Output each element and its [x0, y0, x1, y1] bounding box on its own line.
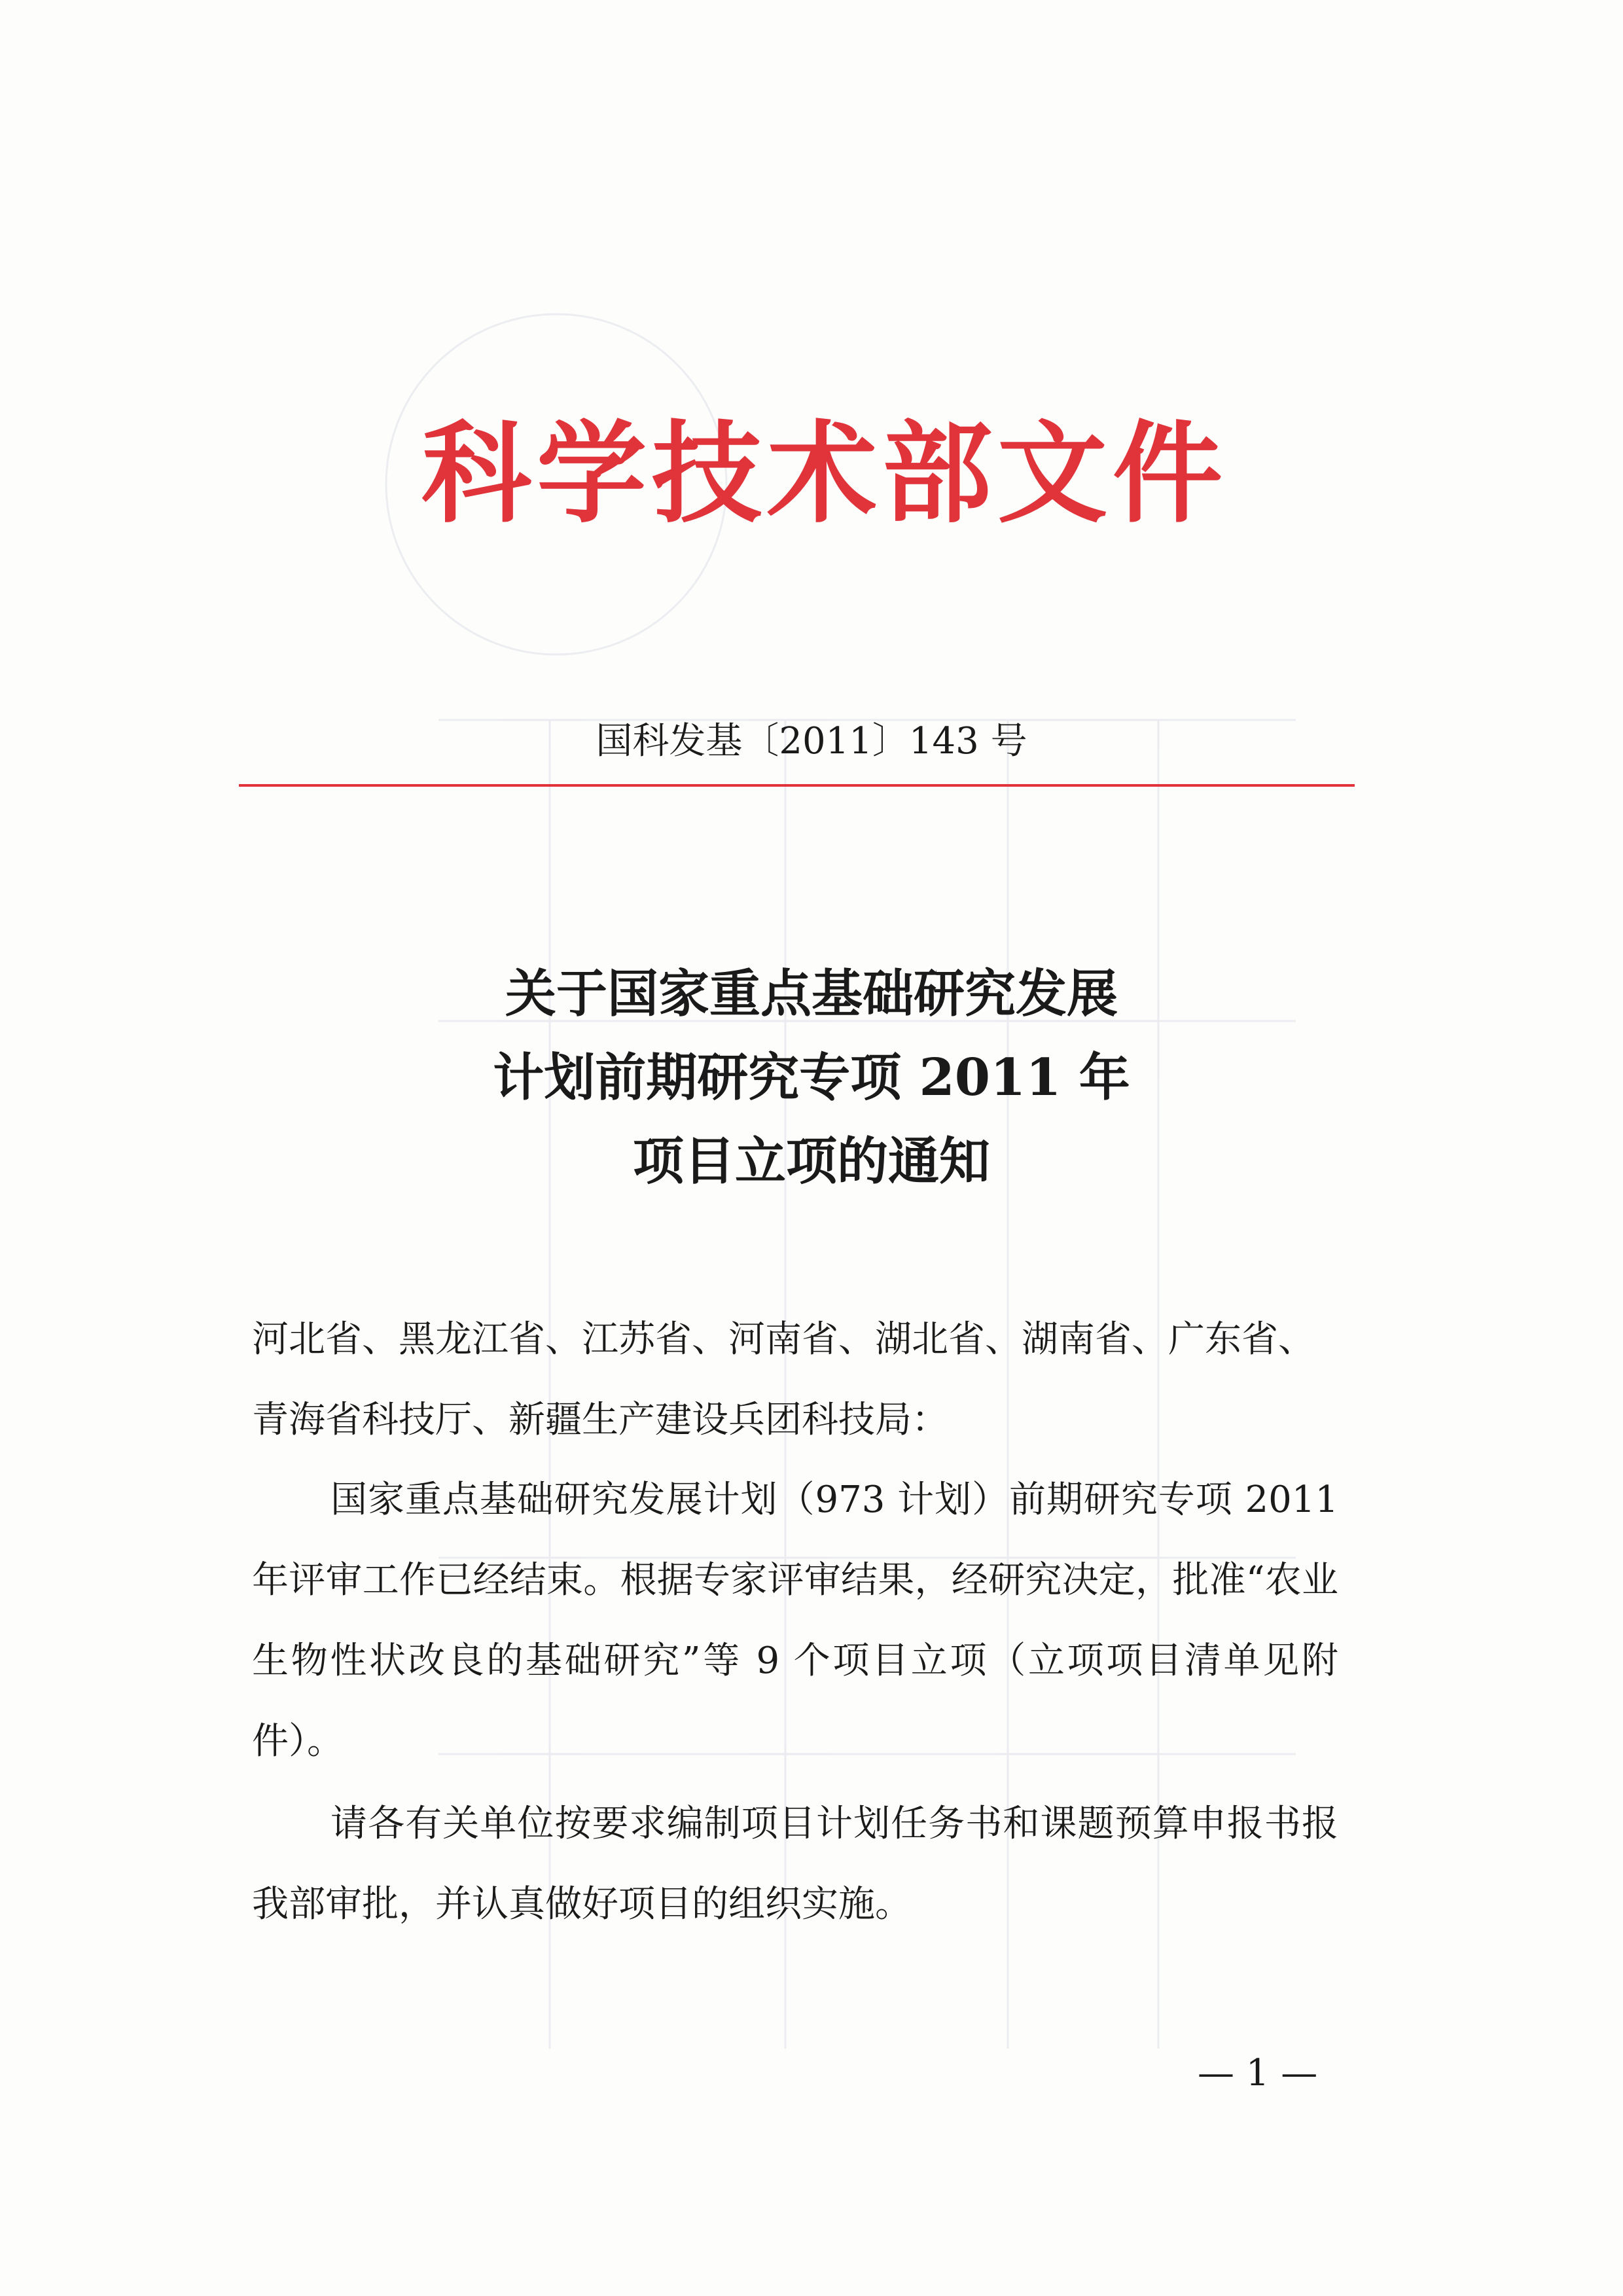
notice-title — [0, 952, 1623, 1204]
body-paragraph: 国家重点基础研究发展计划（973 计划）前期研究专项 2011 年评审工作已经结束。根据专家评审结果，经研究决定，批准“农业生物性状改良的基础研究”等 9 个项目立项（立项项目清单见附件）。 — [252, 1479, 1338, 1763]
page-number: — 1 — — [1198, 2052, 1318, 2094]
notice-title-line: 计划前期研究专项 2011 年 — [493, 1048, 1130, 1107]
addressee-line: 青海省科技厅、新疆生产建设兵团科技局： — [252, 1399, 948, 1441]
header-divider-line — [239, 784, 1355, 787]
addressees — [252, 1299, 1378, 1460]
notice-title-line: 项目立项的通知 — [632, 1132, 990, 1191]
body-paragraph: 请各有关单位按要求编制项目计划任务书和课题预算申报书报我部审批，并认真做好项目的组织实施。 — [252, 1803, 1338, 1926]
addressee-line: 河北省、黑龙江省、江苏省、河南省、湖北省、湖南省、广东省、 — [252, 1318, 1315, 1361]
document-number: 国科发基〔2011〕143 号 — [596, 720, 1027, 762]
issuer-title: 科学技术部文件 — [421, 410, 1228, 538]
notice-title-line: 关于国家重点基础研究发展 — [505, 964, 1118, 1024]
